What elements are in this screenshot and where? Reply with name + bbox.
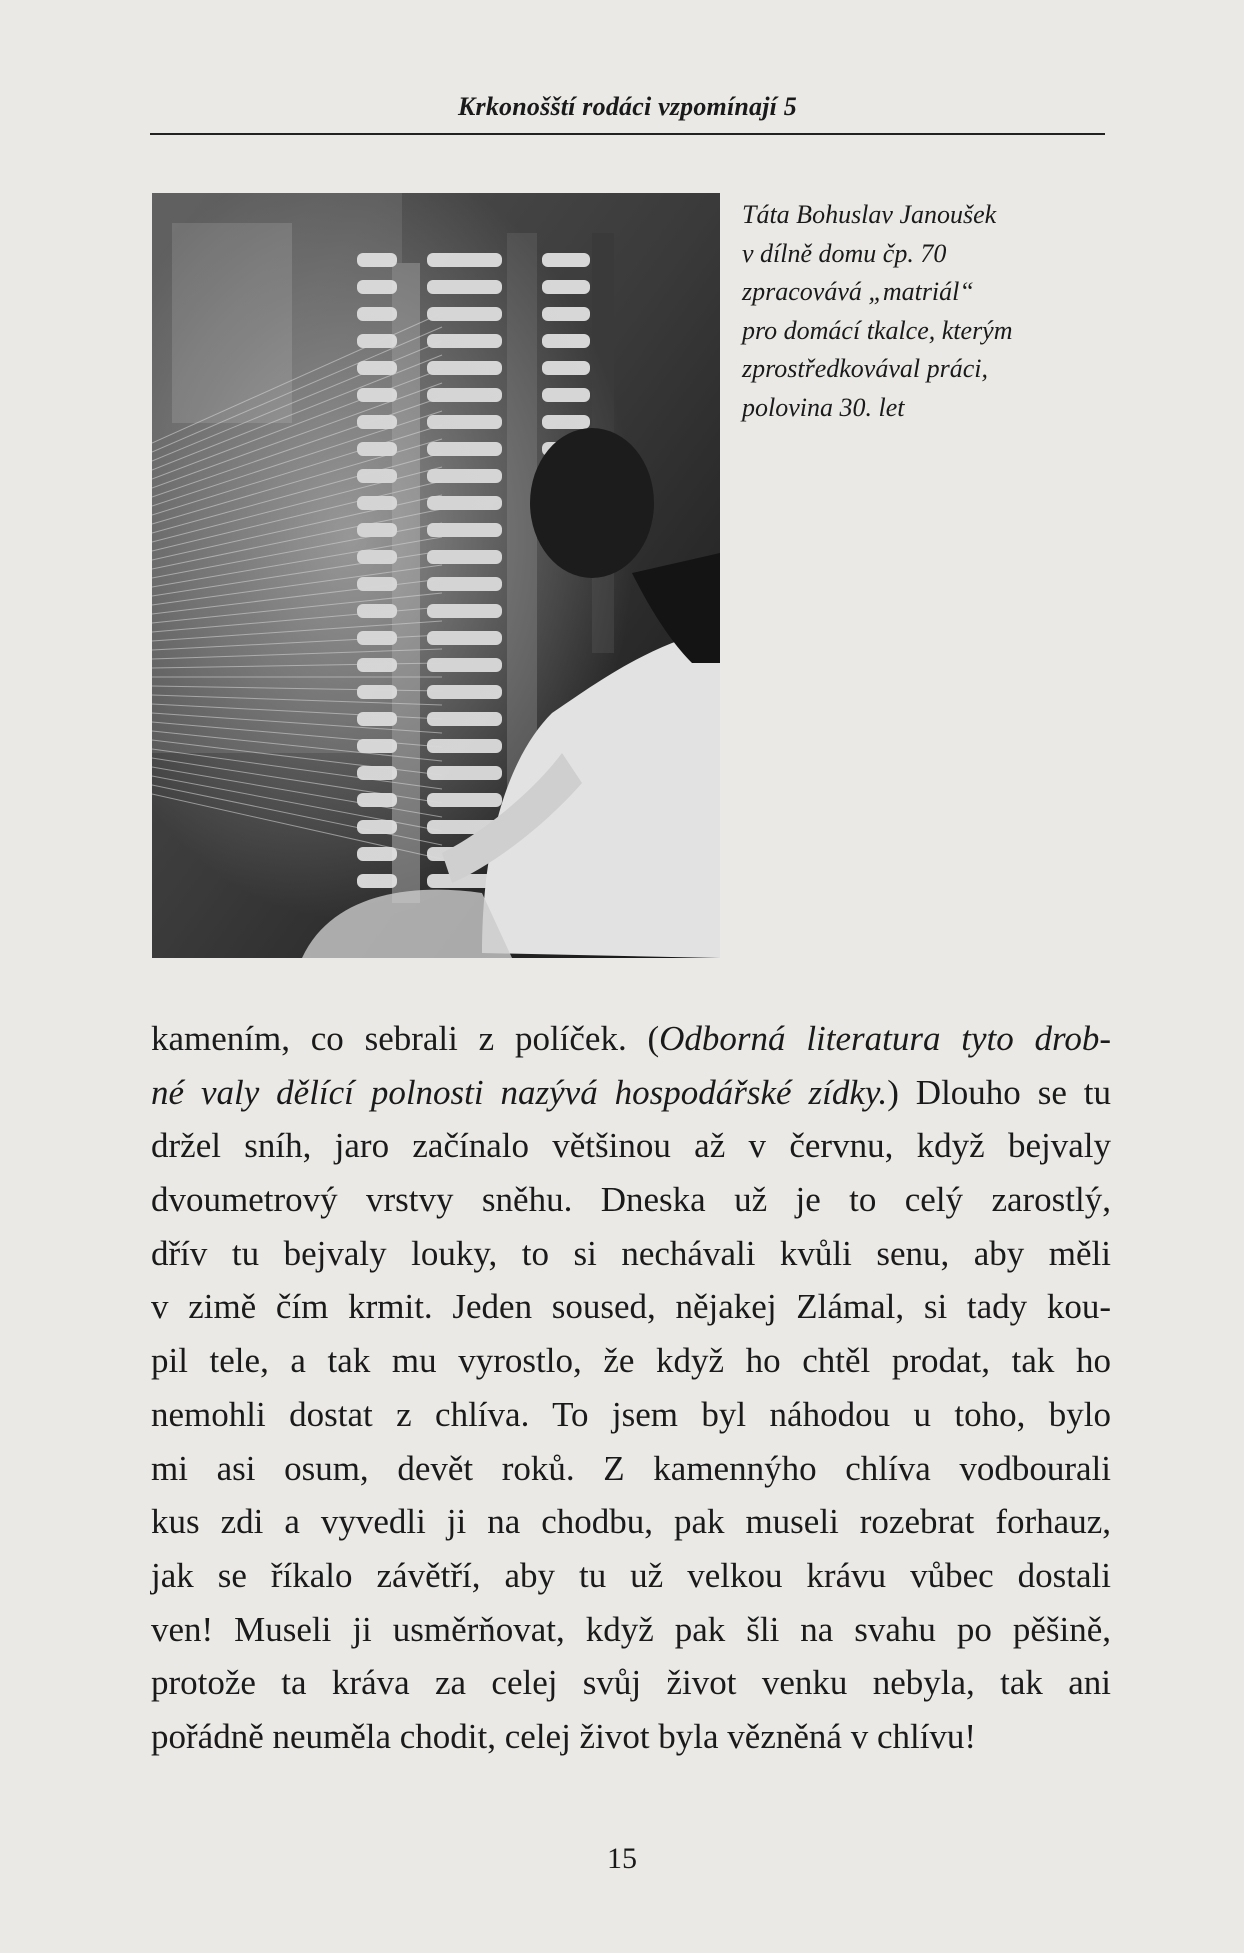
text-line	[151, 1656, 1111, 1710]
header-rule	[150, 133, 1105, 135]
text-segment: kamením, co sebrali z políček. (	[151, 1019, 660, 1058]
page-number: 15	[607, 1842, 637, 1875]
text-segment: v zimě čím krmit. Jeden soused, nějakej Zlámal, si tady kou-	[151, 1287, 1111, 1327]
caption-line: polovina 30. let	[742, 392, 905, 422]
italic-text: Odborná literatura tyto drob-	[659, 1019, 1112, 1058]
text-line	[151, 1227, 1111, 1281]
caption-line: pro domácí tkalce, kterým	[742, 315, 1013, 345]
text-segment: ven! Museli ji usměrňovat, když pak šli na svahu po pěšině,	[151, 1609, 1111, 1649]
text-segment: dřív tu bejvaly louky, to si nechávali kvůli senu, aby měli	[151, 1233, 1111, 1273]
text-segment: pořádně neuměla chodit, celej život byla vězněná v chlívu!	[151, 1716, 977, 1756]
text-segment: kus zdi a vyvedli ji na chodbu, pak museli rozebrat forhauz,	[151, 1502, 1111, 1542]
text-line	[151, 1119, 1111, 1173]
text-line	[151, 1280, 1111, 1334]
text-segment: pil tele, a tak mu vyrostlo, že když ho chtěl prodat, tak ho	[151, 1341, 1111, 1381]
body-paragraph	[151, 1012, 1111, 1764]
text-segment: držel sníh, jaro začínalo většinou až v červnu, když bejvaly	[151, 1126, 1111, 1166]
italic-text: né valy dělící polnosti nazývá hospodářské zídky.	[151, 1072, 888, 1112]
photo-caption	[742, 196, 1072, 427]
text-segment: ) Dlouho se tu	[887, 1072, 1111, 1112]
text-line	[151, 1710, 1111, 1764]
text-line	[151, 1012, 1111, 1066]
text-line	[151, 1495, 1111, 1549]
caption-line: zprostředkovával práci,	[742, 354, 988, 383]
text-segment: nemohli dostat z chlíva. To jsem byl náhodou u toho, bylo	[151, 1394, 1111, 1434]
text-line	[151, 1442, 1111, 1496]
text-line	[151, 1173, 1111, 1227]
text-line	[151, 1549, 1111, 1603]
text-segment: mi asi osum, devět roků. Z kamennýho chlíva vodbourali	[151, 1448, 1111, 1488]
text-segment: dvoumetrový vrstvy sněhu. Dneska už je to celý zarostlý,	[151, 1180, 1111, 1220]
caption-line: zpracovává „matriál“	[742, 277, 974, 306]
text-line	[151, 1066, 1111, 1120]
caption-line: Táta Bohuslav Janoušek	[742, 200, 997, 229]
caption-line: v dílně domu čp. 70	[742, 238, 947, 268]
archival-photo	[152, 193, 720, 958]
text-line	[151, 1334, 1111, 1388]
photo-illustration	[152, 193, 720, 958]
text-line	[151, 1603, 1111, 1657]
text-line	[151, 1388, 1111, 1442]
text-segment: protože ta kráva za celej svůj život venku nebyla, tak ani	[151, 1663, 1111, 1703]
running-head: Krkonošští rodáci vzpomínají 5	[458, 92, 797, 121]
text-segment: jak se říkalo závětří, aby tu už velkou krávu vůbec dostali	[151, 1555, 1111, 1595]
